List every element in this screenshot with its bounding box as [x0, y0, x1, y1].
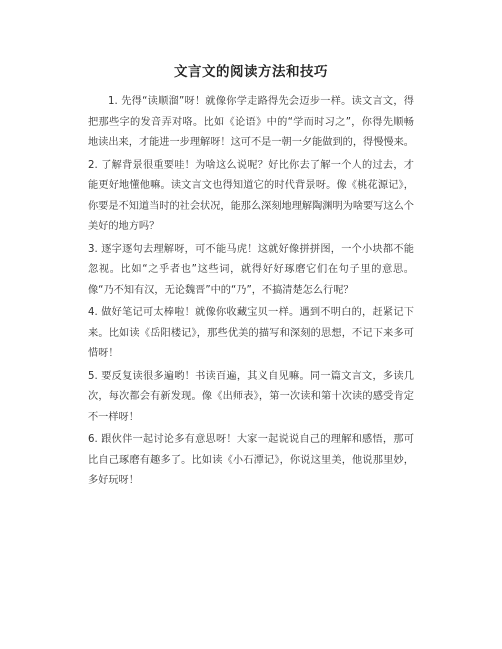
- document-title: 文言文的阅读方法和技巧: [174, 64, 328, 80]
- paragraph-1: 1. 先得“读顺溜”呀！就像你学走路得先会迈步一样。读文言文，得把那些字的发音弄对咯。比如《论语》中的“学而时习之”，你得先顺畅地读出来，才能进一步理解呀！这可不是一朝一夕能做到的，得慢慢来。: [88, 96, 414, 148]
- paragraph-5: 5. 要反复读很多遍哟！书读百遍，其义自见嘛。同一篇文言文，多读几次，每次都会有新发现。像《出师表》，第一次读和第十次读的感受肯定不一样呀！: [88, 370, 414, 423]
- paragraph-3: 3. 逐字逐句去理解呀，可不能马虎！这就好像拼拼图，一个小块都不能忽视。比如“之乎者也”这些词，就得好好琢磨它们在句子里的意思。像“乃不知有汉，无论魏晋”中的“乃”，不搞清楚怎么行呢？: [88, 243, 414, 296]
- paragraph-6: 6. 跟伙伴一起讨论多有意思呀！大家一起说说自己的理解和感悟，那可比自己琢磨有趣多了。比如读《小石潭记》，你说这里美，他说那里妙，多好玩呀！: [88, 434, 414, 486]
- paragraph-4: 4. 做好笔记可太棒啦！就像你收藏宝贝一样。遇到不明白的，赶紧记下来。比如读《岳阳楼记》，那些优美的描写和深刻的思想，不记下来多可惜呀！: [88, 307, 414, 359]
- paragraph-2: 2. 了解背景很重要哇！为啥这么说呢？好比你去了解一个人的过去，才能更好地懂他嘛。读文言文也得知道它的时代背景呀。像《桃花源记》，你要是不知道当时的社会状况，能那么深刻地理解陶渊明为啥要写这么个美好的地方吗？: [88, 159, 414, 232]
